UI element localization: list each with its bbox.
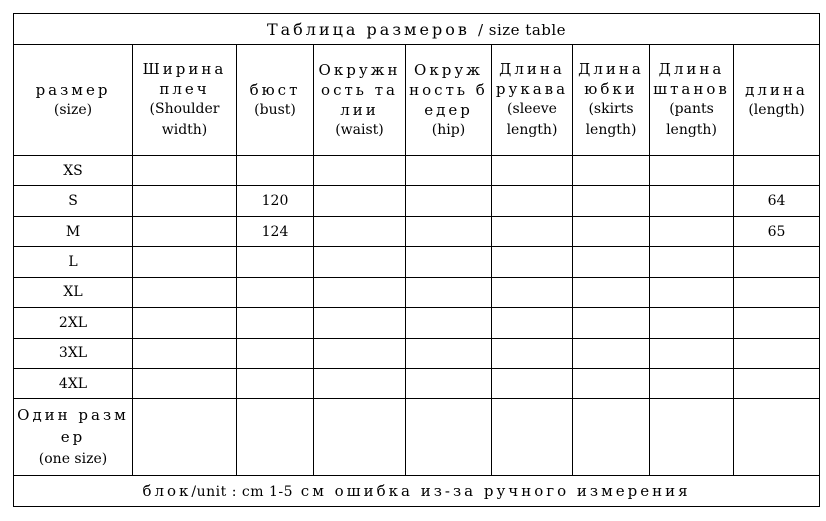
table-cell-bust [237,247,314,277]
table-cell-skirt [573,247,650,277]
table-cell-skirt [573,308,650,338]
col-header-sleeve [492,45,573,156]
size-label: 2XL [14,308,133,338]
col-header-waist [314,45,406,156]
table-cell-length [734,338,820,368]
table-cell-hip [406,247,492,277]
table-cell [650,399,734,475]
table-cell-bust: 120 [237,186,314,216]
one-size-en: (one size) [38,451,108,467]
table-cell-skirt [573,277,650,307]
col-header-en: (skirts length) [585,101,637,139]
table-cell-waist [314,186,406,216]
table-cell-pants [650,308,734,338]
table-cell-skirt [573,156,650,186]
table-cell-length [734,308,820,338]
footer-row [14,475,820,506]
size-rows [14,156,820,399]
table-cell-sleeve [492,186,573,216]
table-cell [406,399,492,475]
col-header-ru: Окружность талии [318,60,401,119]
table-cell-hip [406,368,492,399]
table-cell-length [734,368,820,399]
table-cell-hip [406,186,492,216]
table-cell-pants [650,277,734,307]
table-cell-length: 64 [734,186,820,216]
table-cell-bust [237,277,314,307]
size-label: L [14,247,133,277]
table-cell-waist [314,308,406,338]
table-cell-skirt [573,186,650,216]
col-header-en: (waist) [335,121,384,138]
table-cell-sleeve [492,156,573,186]
table-cell-shoulder [133,368,237,399]
col-header-length [734,45,820,156]
col-header-en: (sleeve length) [506,101,558,139]
table-cell-shoulder [133,308,237,338]
table-cell-length: 65 [734,216,820,246]
col-header-ru: Длина юбки [578,60,644,99]
title-en: / size table [477,20,567,39]
size-label: XS [14,156,133,186]
table-cell-hip [406,277,492,307]
table-cell-shoulder [133,338,237,368]
col-header-ru: Ширина плеч [142,60,227,99]
table-row [14,368,820,399]
table-cell-shoulder [133,277,237,307]
table-row [14,216,820,246]
table-cell [573,399,650,475]
table-cell [492,399,573,475]
table-cell-waist [314,368,406,399]
table-row [14,186,820,216]
table-cell-sleeve [492,247,573,277]
table-cell-sleeve [492,338,573,368]
table-cell-waist [314,216,406,246]
col-header-en: (pants length) [666,101,717,139]
table-cell-sleeve [492,308,573,338]
table-cell-length [734,156,820,186]
table-cell-hip [406,216,492,246]
table-cell-waist [314,156,406,186]
table-cell-shoulder [133,186,237,216]
table-row [14,338,820,368]
table-cell-length [734,277,820,307]
size-table-container [13,13,819,507]
one-size-ru: Один размер [17,406,129,446]
size-label: S [14,186,133,216]
table-title [14,14,820,45]
col-header-ru: Длина рукава [495,60,569,99]
table-row [14,277,820,307]
table-cell [314,399,406,475]
one-size-row [14,399,820,475]
footer-unit: /unit : cm 1-5 [191,483,294,500]
one-size-label [14,399,133,475]
table-cell-pants [650,186,734,216]
header-row [14,45,820,156]
table-cell-sleeve [492,277,573,307]
table-cell-waist [314,338,406,368]
col-header-ru: Окружность бедер [409,60,488,119]
table-row [14,247,820,277]
table-cell-pants [650,338,734,368]
col-header-bust [237,45,314,156]
col-header-hip [406,45,492,156]
footer-ru-prefix: блок [142,481,192,500]
table-cell-skirt [573,338,650,368]
col-header-en: (length) [748,101,805,118]
title-ru: Таблица размеров [266,19,470,39]
table-cell-shoulder [133,216,237,246]
table-cell-sleeve [492,216,573,246]
table-cell [734,399,820,475]
title-row [14,14,820,45]
table-row [14,308,820,338]
col-header-en: (Shoulder width) [149,101,220,139]
col-header-ru: размер [35,80,111,99]
table-cell-pants [650,156,734,186]
table-cell-pants [650,247,734,277]
table-cell [237,399,314,475]
table-cell-bust: 124 [237,216,314,246]
table-cell-hip [406,308,492,338]
table-cell-pants [650,216,734,246]
table-cell-skirt [573,216,650,246]
col-header-size [14,45,133,156]
size-label: M [14,216,133,246]
col-header-shoulder [133,45,237,156]
table-cell [133,399,237,475]
size-label: XL [14,277,133,307]
table-cell-bust [237,338,314,368]
col-header-en: (size) [53,101,93,118]
table-cell-sleeve [492,368,573,399]
table-row [14,156,820,186]
col-header-pants [650,45,734,156]
table-cell-bust [237,156,314,186]
footer-ru-note: см ошибка из-за ручного измерения [300,481,691,500]
table-cell-waist [314,247,406,277]
col-header-ru: бюст [249,80,301,99]
size-table [13,13,820,507]
size-label: 4XL [14,368,133,399]
size-label: 3XL [14,338,133,368]
table-cell-bust [237,308,314,338]
col-header-en: (hip) [431,121,466,138]
col-header-en: (bust) [254,101,296,118]
table-cell-pants [650,368,734,399]
table-cell-shoulder [133,247,237,277]
table-cell-length [734,247,820,277]
table-cell-skirt [573,368,650,399]
table-cell-shoulder [133,156,237,186]
table-cell-waist [314,277,406,307]
col-header-skirt [573,45,650,156]
measurement-note [14,475,820,506]
col-header-ru: длина [745,80,808,99]
table-cell-bust [237,368,314,399]
col-header-ru: Длина штанов [653,60,730,99]
table-cell-hip [406,156,492,186]
table-cell-hip [406,338,492,368]
